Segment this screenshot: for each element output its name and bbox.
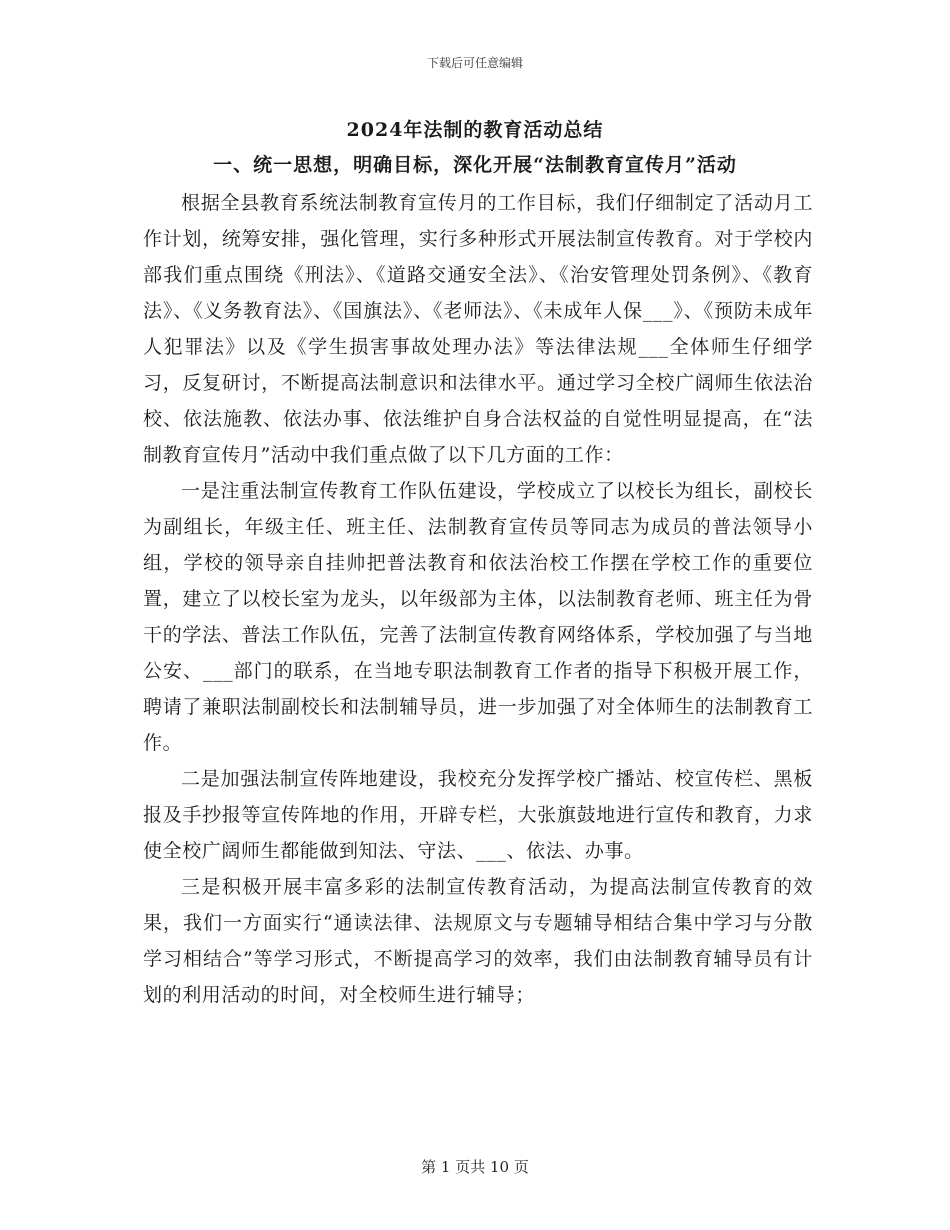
paragraph: 根据全县教育系统法制教育宣传月的工作目标，我们仔细制定了活动月工作计划，统筹安排，强化管理，实行多种形式开展法制宣传教育。对于学校内部我们重点围绕《刑法》、《道路交通安全法》、《治安管理处罚条例》、《教育法》、《义务教育法》、《国旗法》、《老师法》、《未成年人保___》、《预防未成年人犯罪法》以及《学生损害事故处理办法》等法律法规___全体师生仔细学习，反复研讨，不断提高法制意识和法律水平。通过学习全校广阔师生依法治校、依法施教、依法办事、依法维护自身合法权益的自觉性明显提高，在“法制教育宣传月”活动中我们重点做了以下几方面的工作：: [143, 192, 813, 466]
document-body: [143, 185, 813, 1013]
paragraph: 二是加强法制宣传阵地建设，我校充分发挥学校广播站、校宣传栏、黑板报及手抄报等宣传阵地的作用，开辟专栏，大张旗鼓地进行宣传和教育，力求使全校广阔师生都能做到知法、守法、___、依法、办事。: [143, 768, 813, 862]
page-header-note: 下载后可任意编辑: [426, 56, 523, 70]
paragraph: 三是积极开展丰富多彩的法制宣传教育活动，为提高法制宣传教育的效果，我们一方面实行“通读法律、法规原文与专题辅导相结合集中学习与分散学习相结合”等学习形式，不断提高学习的效率，我们由法制教育辅导员有计划的利用活动的时间，对全校师生进行辅导；: [143, 876, 813, 1006]
page-number: 第 1 页共 10 页: [421, 1158, 529, 1176]
section-heading: 一、统一思想，明确目标，深化开展“法制教育宣传月”活动: [213, 154, 737, 176]
document-title: 2024年法制的教育活动总结: [346, 119, 604, 141]
paragraph: 一是注重法制宣传教育工作队伍建设，学校成立了以校长为组长，副校长为副组长，年级主任、班主任、法制教育宣传员等同志为成员的普法领导小组，学校的领导亲自挂帅把普法教育和依法治校工作摆在学校工作的重要位置，建立了以校长室为龙头，以年级部为主体，以法制教育老师、班主任为骨干的学法、普法工作队伍，完善了法制宣传教育网络体系，学校加强了与当地公安、___部门的联系，在当地专职法制教育工作者的指导下积极开展工作，聘请了兼职法制副校长和法制辅导员，进一步加强了对全体师生的法制教育工作。: [143, 480, 813, 754]
